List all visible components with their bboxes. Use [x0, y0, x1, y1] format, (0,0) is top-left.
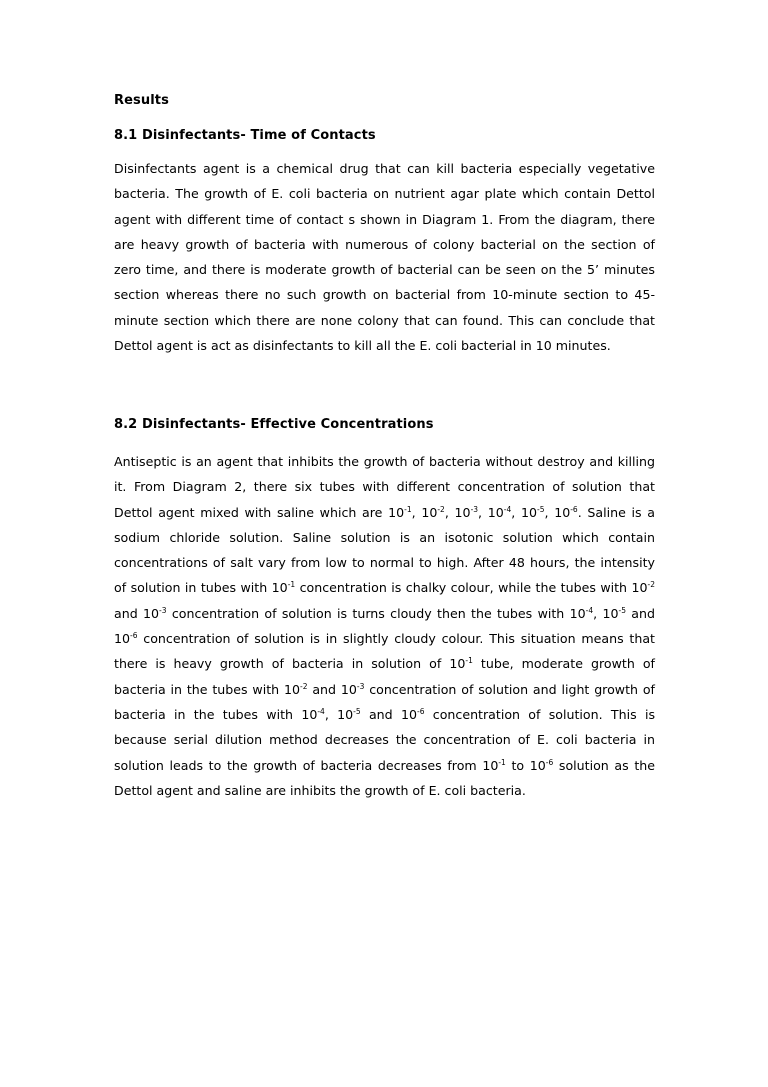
- section-8-2-heading: 8.2 Disinfectants- Effective Concentrations: [114, 417, 434, 432]
- section-8-1-heading: 8.1 Disinfectants- Time of Contacts: [114, 128, 376, 143]
- results-title: Results: [114, 93, 169, 108]
- section-8-2-paragraph: Antiseptic is an agent that inhibits the growth of bacteria without destroy and killing it. From Diagram 2, there six tubes with different concentration of solution that Dettol agent mixed with saline which are $10^{-1}$, $10^{-2}$, $10^{-3}$, $10^{-4}$, $10^{-5}$, $10^{-6}$. Saline is a sodium chloride solution. Saline solution is an isotonic solution which contain concentrations of salt vary from low to normal to high. After 48 hours, the intensity of solution in tubes with $10^{-1}$ concentration is chalky colour, while the tubes with $10^{-2}$ and $10^{-3}$ concentration of solution is turns cloudy then the tubes with $10^{-4}$, $10^{-5}$ and $10^{-6}$ concentration of solution is in slightly cloudy colour. This situation means that there is heavy growth of bacteria in solution of $10^{-1}$ tube, moderate growth of bacteria in the tubes with $10^{-2}$ and $10^{-3}$ concentration of solution and light growth of bacteria in the tubes with $10^{-4}$, $10^{-5}$ and $10^{-6}$ concentration of solution. This is because serial dilution method decreases the concentration of E. coli bacteria in solution leads to the growth of bacteria decreases from $10^{-1}$ to $10^{-6}$ solution as the Dettol agent and saline are inhibits the growth of E. coli bacteria.: [114, 454, 656, 798]
- section-8-1-paragraph: Disinfectants agent is a chemical drug that can kill bacteria especially vegetative bacteria. The growth of E. coli bacteria on nutrient agar plate which contain Dettol agent with different time of contact s shown in Diagram 1. From the diagram, there are heavy growth of bacteria with numerous of colony bacterial on the section of zero time, and there is moderate growth of bacterial can be seen on the 5’ minutes section whereas there no such growth on bacterial from 10-minute section to 45-minute section which there are none colony that can found. This can conclude that Dettol agent is act as disinfectants to kill all the E. coli bacterial in 10 minutes.: [114, 161, 655, 354]
